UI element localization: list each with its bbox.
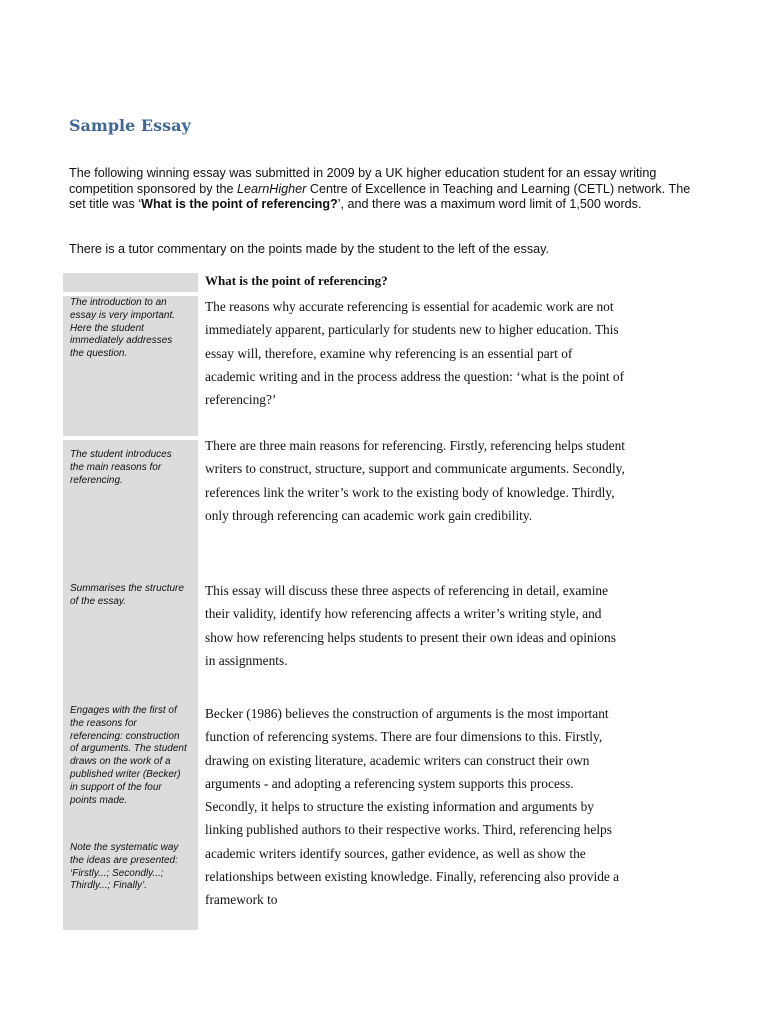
page-title: Sample Essay [69,116,191,135]
intro-italic-name: LearnHigher [237,181,307,196]
intro-text-end: ’, and there was a maximum word limit of 1,500 words. [337,197,642,211]
essay-paragraph: Becker (1986) believes the construction of arguments is the most important function of referencing systems. There are four dimensions to this. Firstly, drawing on existing literature, academic writers can construct their own arguments - and adopting a referencing system supports this process. Secondly, it helps to structure the existing information and arguments by linking published authors to their respective works. Third, referencing helps academic writers identify sources, gather evidence, as well as show the relationships between existing knowledge. Finally, referencing also provide a framework to [205,706,620,908]
essay-paragraph: There are three main reasons for referencing. Firstly, referencing helps student writers to construct, structure, support and communicate arguments. Secondly, references link the writer’s work to the existing body of knowledge. Thirdly, only through referencing can academic work gain credibility. [205,438,626,523]
essay-paragraph: The reasons why accurate referencing is essential for academic work are not immediately apparent, particularly for students new to higher education. This essay will, therefore, examine why referencing is an essential part of academic writing and in the process address the question: ‘what is the point of referencing?’ [205,299,625,408]
tutor-comment: Note the systematic way the ideas are presented: ‘Firstly...; Secondly...; Thirdly...; Finally’. [70,842,179,892]
commentary-divider [63,436,198,440]
intro-note: There is a tutor commentary on the points made by the student to the left of the essay. [69,242,549,256]
tutor-comment: The student introduces the main reasons for referencing. [70,449,172,486]
intro-bold-title: What is the point of referencing? [141,197,338,211]
tutor-comment: Engages with the first of the reasons for referencing: construction of arguments. The student draws on the work of a published writer (Becker) in support of the four points made. [70,705,187,806]
tutor-comment: Summarises the structure of the essay. [70,583,184,607]
essay-paragraph: This essay will discuss these three aspects of referencing in detail, examine their validity, identify how referencing affects a writer’s writing style, and show how referencing helps students to present their own ideas and opinions in assignments. [205,583,616,668]
essay-title: What is the point of referencing? [205,273,388,288]
commentary-divider [63,292,198,296]
tutor-comment: The introduction to an essay is very important. Here the student immediately addresses the question. [70,297,176,360]
intro-text-start: The following winning essay was submitted in 2009 by a UK higher education student for an essay writing competition sponsored by the [69,166,657,196]
intro-text-middle: Centre of Excellence in Teaching and Learning (CETL) network. The set title was ‘ [69,181,691,211]
intro-paragraph [69,166,709,213]
